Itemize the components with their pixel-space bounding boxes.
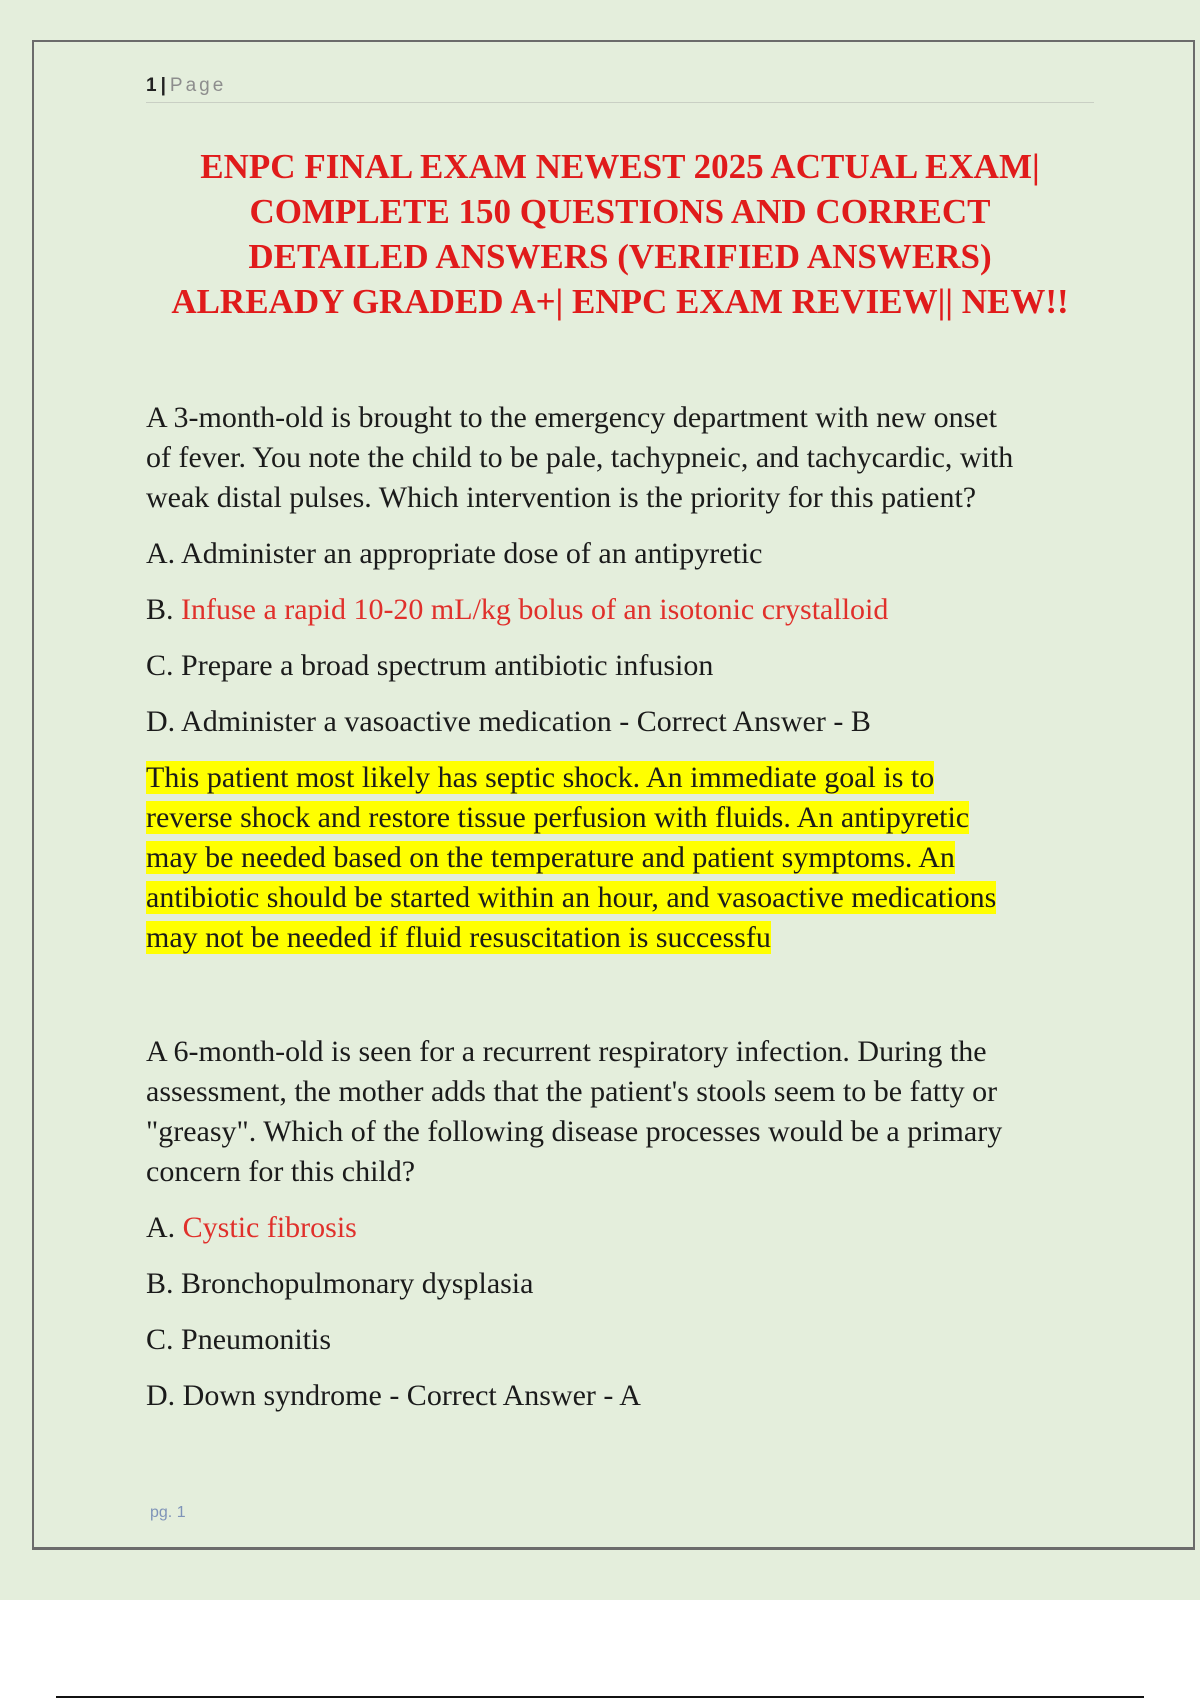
option-text: Administer a vasoactive medication - Correct Answer - B xyxy=(181,705,871,738)
option-text: Down syndrome - Correct Answer - A xyxy=(182,1379,641,1412)
question-1-stem-line: A 3-month-old is brought to the emergency department with new onset xyxy=(146,401,997,434)
option-text: Administer an appropriate dose of an antipyretic xyxy=(181,537,763,570)
option-text: Prepare a broad spectrum antibiotic infusion xyxy=(181,649,714,682)
option-letter: A. xyxy=(146,537,176,570)
correct-option-text: Infuse a rapid 10-20 mL/kg bolus of an isotonic crystalloid xyxy=(181,593,889,626)
question-2-stem-line: "greasy". Which of the following disease processes would be a primary xyxy=(146,1115,1003,1148)
question-1-stem-line: weak distal pulses. Which intervention is the priority for this patient? xyxy=(146,481,977,514)
question-2-stem-line: A 6-month-old is seen for a recurrent respiratory infection. During the xyxy=(146,1035,987,1068)
document-title xyxy=(120,144,1120,324)
option-letter: B. xyxy=(146,593,174,626)
question-1-option-c xyxy=(146,646,713,686)
question-1-explanation xyxy=(146,758,996,958)
option-text: Bronchopulmonary dysplasia xyxy=(181,1267,534,1300)
option-letter: D. xyxy=(146,705,176,738)
page-word: Page xyxy=(169,75,227,96)
option-letter: D. xyxy=(146,1379,176,1412)
explanation-line: antibiotic should be started within an hour, and vasoactive medications xyxy=(146,881,997,914)
explanation-line: may not be needed if fluid resuscitation is successfu xyxy=(146,921,771,954)
question-1-option-d xyxy=(146,702,871,742)
question-2-stem-line: assessment, the mother adds that the patient's stools seem to be fatty or xyxy=(146,1075,998,1108)
option-text: Pneumonitis xyxy=(181,1323,332,1356)
option-letter: C. xyxy=(146,649,174,682)
footer-page-label: pg. 1 xyxy=(150,1504,186,1521)
question-2-stem-line: concern for this child? xyxy=(146,1155,416,1188)
page-header xyxy=(146,74,1094,103)
explanation-line: This patient most likely has septic shock. An immediate goal is to xyxy=(146,761,935,794)
explanation-line: may be needed based on the temperature and patient symptoms. An xyxy=(146,841,955,874)
option-letter: A. xyxy=(146,1211,176,1244)
question-2-option-b xyxy=(146,1264,533,1304)
title-line: DETAILED ANSWERS (VERIFIED ANSWERS) xyxy=(248,237,992,276)
correct-option-text: Cystic fibrosis xyxy=(182,1211,357,1244)
question-2-option-d xyxy=(146,1376,641,1416)
question-1-option-b xyxy=(146,590,888,630)
question-1-option-a xyxy=(146,534,763,574)
option-letter: C. xyxy=(146,1323,174,1356)
question-2-option-c xyxy=(146,1320,331,1360)
title-line: ENPC FINAL EXAM NEWEST 2025 ACTUAL EXAM| xyxy=(200,147,1040,186)
title-line: ALREADY GRADED A+| ENPC EXAM REVIEW|| NEW!! xyxy=(171,282,1069,321)
title-line: COMPLETE 150 QUESTIONS AND CORRECT xyxy=(249,192,991,231)
bottom-divider xyxy=(56,1696,1144,1698)
header-separator: | xyxy=(160,75,166,96)
option-letter: B. xyxy=(146,1267,174,1300)
page-number: 1 xyxy=(146,75,157,96)
question-2-option-a xyxy=(146,1208,357,1248)
explanation-line: reverse shock and restore tissue perfusion with fluids. An antipyretic xyxy=(146,801,970,834)
question-1-stem-line: of fever. You note the child to be pale, tachypneic, and tachycardic, with xyxy=(146,441,1014,474)
